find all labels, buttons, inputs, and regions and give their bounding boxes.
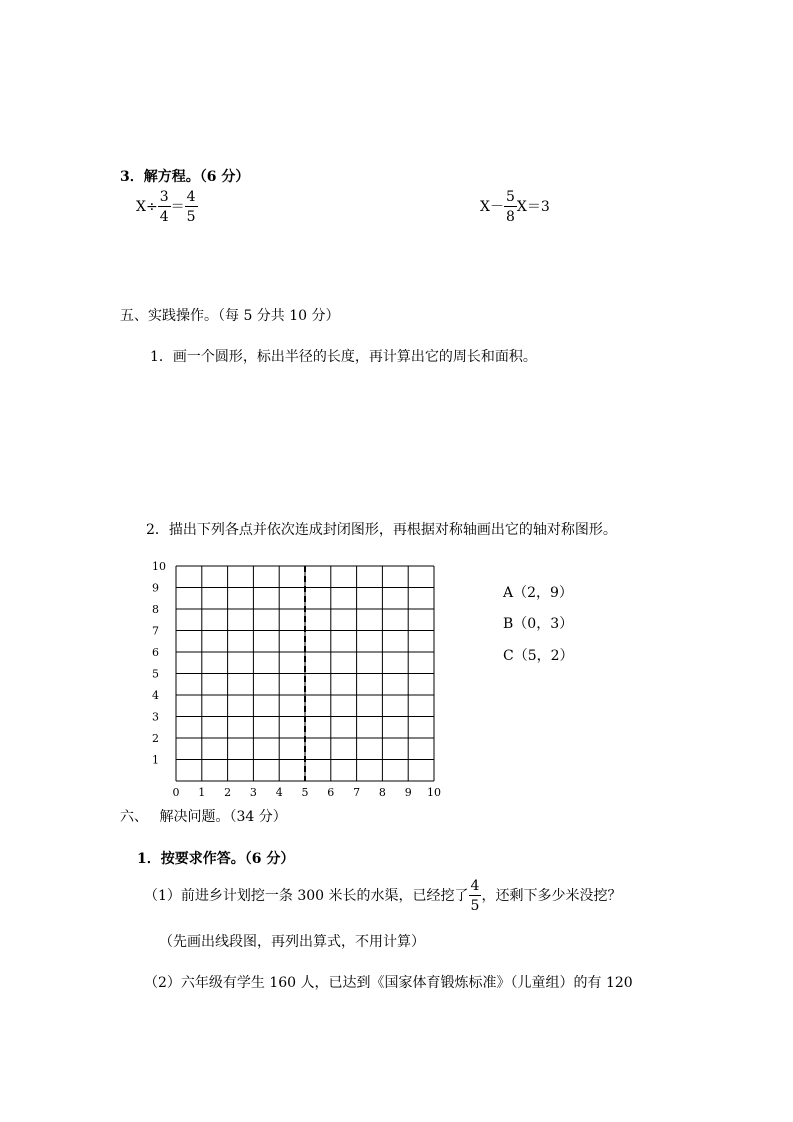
y-axis-tick-label: 10 (152, 560, 166, 573)
coordinate-grid[interactable] (140, 555, 460, 805)
x-axis-tick-label: 2 (224, 786, 232, 799)
practice-question-1: 1．画一个圆形，标出半径的长度，再计算出它的周长和面积。 (150, 349, 537, 365)
x-axis-tick-label: 8 (378, 786, 386, 799)
y-axis-tick-label: 9 (152, 581, 159, 595)
x-axis-labels (173, 786, 442, 799)
fraction-3-4: $\frac{3}{4}$ (159, 189, 169, 225)
point-a-label: A（2，9） (503, 585, 573, 601)
fraction-5-8: $\frac{5}{8}$ (505, 189, 515, 225)
y-axis-tick-label: 3 (152, 710, 159, 724)
x-axis-tick-label: 5 (301, 786, 309, 799)
x-axis-tick-label: 9 (404, 786, 412, 799)
y-axis-tick-label: 5 (152, 667, 159, 681)
y-axis-labels (152, 560, 166, 767)
practice-section-title: 五、实践操作。（每 5 分共 10 分） (120, 308, 340, 324)
practice-question-2: 2．描出下列各点并依次连成封闭图形，再根据对称轴画出它的轴对称图形。 (146, 522, 617, 538)
equation-1 (136, 190, 198, 224)
point-c-label: C（5，2） (503, 648, 574, 664)
y-axis-tick-label: 1 (152, 753, 159, 767)
equation-1-lhs: X÷ (136, 199, 158, 215)
x-axis-tick-label: 4 (275, 786, 283, 799)
x-axis-tick-label: 1 (198, 786, 206, 799)
y-axis-tick-label: 8 (152, 603, 159, 616)
problem-1-1-text-end: ，还剩下多少米没挖？ (481, 888, 622, 904)
equation-2-lhs: X－ (480, 199, 504, 215)
problem-1-1-text: （1）前进乡计划挖一条 300 米长的水渠，已经挖了 (144, 888, 469, 904)
equation-section-title: 3．解方程。（6 分） (120, 169, 250, 185)
fraction-4-5-problem: $\frac{4}{5}$ (470, 878, 480, 914)
problem-1-2: （2）六年级有学生 160 人，已达到《国家体育锻炼标准》（儿童组）的有 120 (144, 975, 633, 991)
problem-1-1-note: （先画出线段图，再列出算式，不用计算） (159, 934, 425, 950)
x-axis-tick-label: 10 (427, 786, 441, 799)
problem-section-title: 六、 解决问题。（34 分） (120, 809, 287, 825)
equation-2 (480, 190, 550, 224)
x-axis-tick-label: 3 (249, 786, 257, 799)
problem-1-title: 1．按要求作答。（6 分） (137, 851, 295, 867)
y-axis-tick-label: 2 (152, 732, 159, 745)
y-axis-tick-label: 6 (152, 646, 159, 659)
point-b-label: B（0，3） (503, 616, 574, 632)
problem-1-1 (144, 879, 621, 913)
fraction-4-5: $\frac{4}{5}$ (186, 189, 196, 225)
equation-2-rhs: X＝3 (516, 199, 550, 215)
equals-sign: ＝ (170, 199, 185, 215)
x-axis-tick-label: 7 (353, 786, 361, 799)
y-axis-tick-label: 7 (152, 624, 159, 638)
x-axis-tick-label: 0 (172, 786, 180, 799)
x-axis-tick-label: 6 (327, 786, 335, 799)
y-axis-tick-label: 4 (152, 689, 159, 702)
